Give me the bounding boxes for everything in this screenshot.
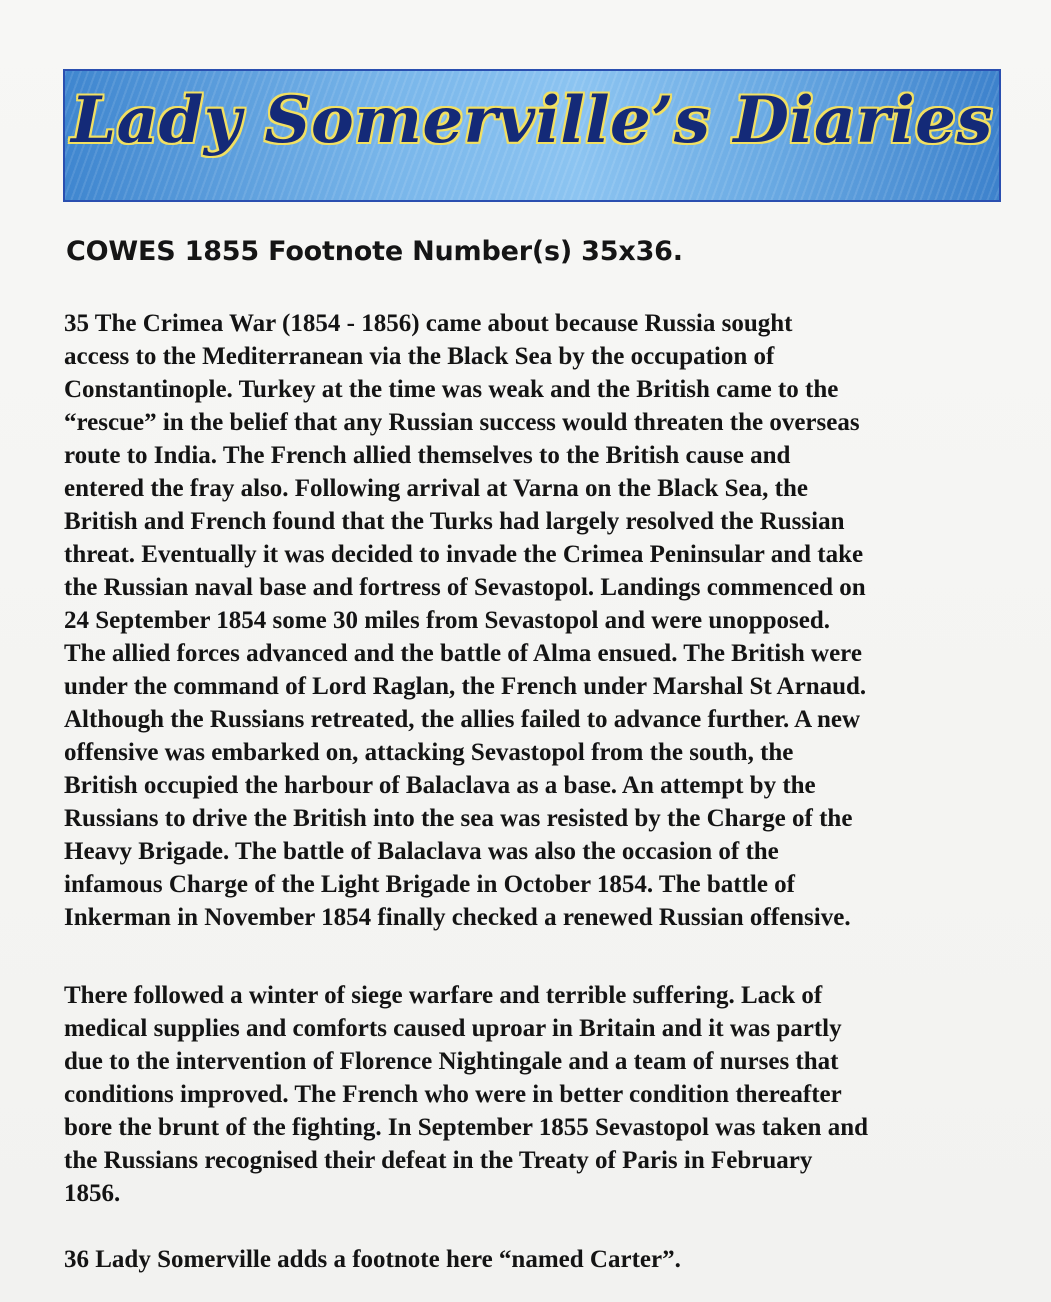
text-line: infamous Charge of the Light Brigade in October 1854. The battle of: [64, 871, 796, 898]
siege-paragraph: [64, 979, 1014, 1210]
text-line: British and French found that the Turks had largely resolved the Russian: [64, 508, 845, 535]
text-line: medical supplies and comforts caused uproar in Britain and it was partly: [64, 1015, 842, 1042]
text-line: the Russian naval base and fortress of Sevastopol. Landings commenced on: [64, 574, 866, 601]
footnote-36-paragraph: [64, 1243, 1014, 1276]
text-line: Inkerman in November 1854 finally checked a renewed Russian offensive.: [64, 904, 851, 931]
text-line: under the command of Lord Raglan, the French under Marshal St Arnaud.: [64, 673, 867, 700]
text-line: 24 September 1854 some 30 miles from Sevastopol and were unopposed.: [64, 607, 830, 634]
text-line: 1856.: [64, 1180, 121, 1207]
text-line: Constantinople. Turkey at the time was weak and the British came to the: [64, 376, 839, 403]
text-line: offensive was embarked on, attacking Sevastopol from the south, the: [64, 739, 794, 766]
text-line: due to the intervention of Florence Nightingale and a team of nurses that: [64, 1048, 839, 1075]
page-heading: COWES 1855 Footnote Number(s) 35x36.: [66, 236, 683, 267]
text-line: bore the brunt of the fighting. In September 1855 Sevastopol was taken and: [64, 1114, 869, 1141]
text-line: Although the Russians retreated, the allies failed to advance further. A new: [64, 706, 861, 733]
text-line: 36 Lady Somerville adds a footnote here “named Carter”.: [64, 1246, 681, 1273]
text-line: Russians to drive the British into the sea was resisted by the Charge of the: [64, 805, 853, 832]
text-line: Heavy Brigade. The battle of Balaclava was also the occasion of the: [64, 838, 779, 865]
banner-title: Lady Somerville’s Diaries: [71, 83, 993, 158]
text-line: The allied forces advanced and the battle of Alma ensued. The British were: [64, 640, 862, 667]
text-line: There followed a winter of siege warfare and terrible suffering. Lack of: [64, 982, 823, 1009]
text-line: access to the Mediterranean via the Black Sea by the occupation of: [64, 343, 775, 370]
text-line: threat. Eventually it was decided to invade the Crimea Peninsular and take: [64, 541, 864, 568]
text-line: the Russians recognised their defeat in the Treaty of Paris in February: [64, 1147, 813, 1174]
text-line: “rescue” in the belief that any Russian success would threaten the overseas: [64, 409, 860, 436]
footnote-35-paragraph: [64, 307, 1014, 934]
title-banner: [63, 69, 1001, 202]
text-line: 35 The Crimea War (1854 - 1856) came about because Russia sought: [64, 310, 793, 337]
text-line: entered the fray also. Following arrival at Varna on the Black Sea, the: [64, 475, 808, 502]
text-line: conditions improved. The French who were in better condition thereafter: [64, 1081, 842, 1108]
text-line: route to India. The French allied themselves to the British cause and: [64, 442, 791, 469]
text-line: British occupied the harbour of Balaclava as a base. An attempt by the: [64, 772, 816, 799]
